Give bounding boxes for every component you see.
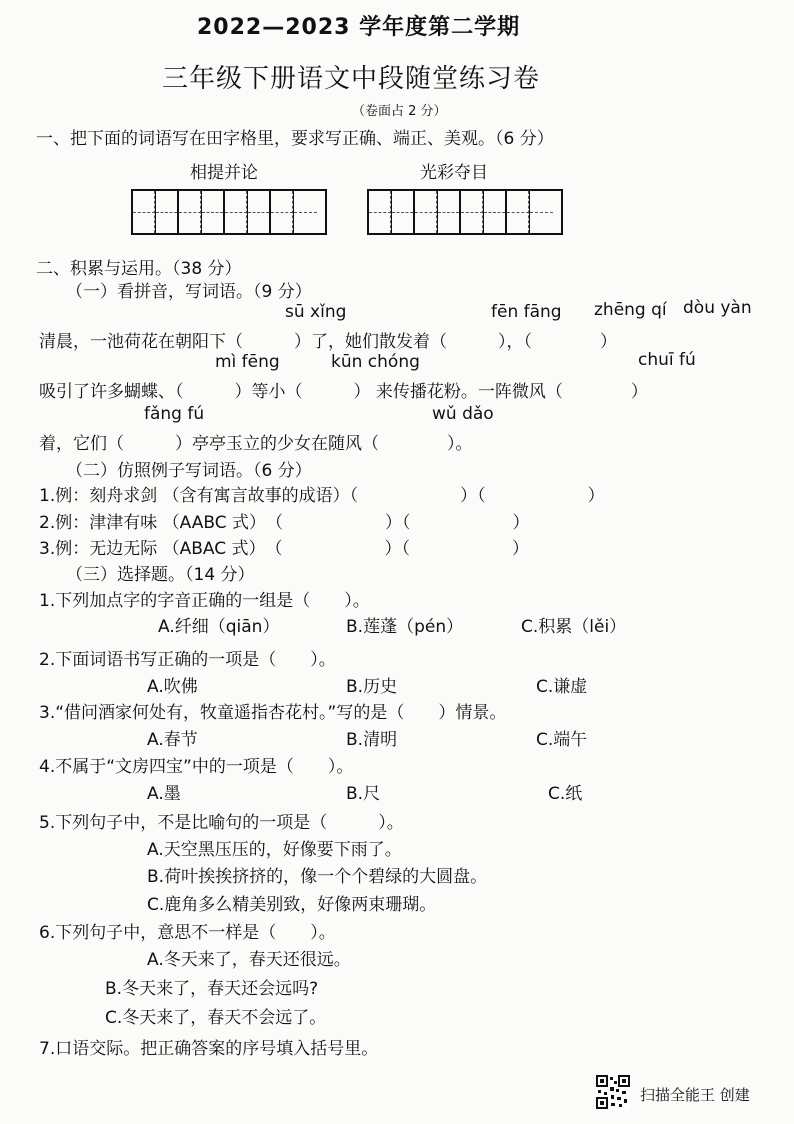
qr-code-icon bbox=[596, 1075, 630, 1109]
word-1: 相提并论 bbox=[190, 163, 258, 183]
exam-subtitle: 三年级下册语文中段随堂练习卷 bbox=[162, 64, 541, 94]
choice-5-c: C.鹿角多么精美别致，好像两束珊瑚。 bbox=[147, 895, 437, 915]
pinyin-fen-fang: fēn fāng bbox=[491, 302, 562, 322]
tianzige-grid-2[interactable] bbox=[367, 189, 563, 235]
tianzige-grid-1[interactable] bbox=[131, 189, 327, 235]
grid-cell bbox=[369, 191, 392, 233]
pinyin-kun-chong: kūn chóng bbox=[331, 352, 420, 372]
choice-4-b: B.尺 bbox=[346, 784, 381, 804]
pinyin-su-xing: sū xǐng bbox=[285, 302, 347, 322]
pinyin-zheng-qi: zhēng qí bbox=[594, 300, 667, 320]
grid-cell bbox=[156, 191, 179, 233]
grid-cell bbox=[271, 191, 294, 233]
grid-cell bbox=[225, 191, 248, 233]
choice-question-6: 6.下列句子中，意思不一样是（ ）。 bbox=[39, 923, 336, 943]
grid-cell bbox=[202, 191, 225, 233]
choice-question-1: 1.下列加点字的字音正确的一组是（ ）。 bbox=[39, 591, 370, 611]
choice-3-b: B.清明 bbox=[346, 730, 398, 750]
grid-cell bbox=[133, 191, 156, 233]
scanner-watermark: 扫描全能王 创建 bbox=[640, 1086, 750, 1104]
part-2-heading: （二）仿照例子写词语。（6 分） bbox=[66, 461, 312, 481]
example-question-2: 2.例：津津有味 （AABC 式） （ ）（ ） bbox=[39, 513, 530, 533]
grid-cell bbox=[294, 191, 317, 233]
grid-cell bbox=[392, 191, 415, 233]
word-2: 光彩夺目 bbox=[420, 163, 488, 183]
example-question-3: 3.例：无边无际 （ABAC 式） （ ）（ ） bbox=[39, 539, 530, 559]
grid-cell bbox=[438, 191, 461, 233]
choice-1-a: A.纤细（qiān） bbox=[158, 617, 280, 637]
grid-cell bbox=[461, 191, 484, 233]
choice-1-b: B.莲蓬（pén） bbox=[346, 617, 464, 637]
choice-2-b: B.历史 bbox=[346, 677, 398, 697]
grid-cell bbox=[179, 191, 202, 233]
choice-4-a: A.墨 bbox=[147, 784, 181, 804]
choice-3-a: A.春节 bbox=[147, 730, 198, 750]
grid-cell bbox=[530, 191, 553, 233]
pinyin-wu-dao: wǔ dǎo bbox=[432, 404, 494, 424]
choice-2-c: C.谦虚 bbox=[536, 677, 588, 697]
choice-question-5: 5.下列句子中，不是比喻句的一项是（ ）。 bbox=[39, 813, 404, 833]
choice-question-7: 7.口语交际。把正确答案的序号填入括号里。 bbox=[39, 1039, 379, 1059]
choice-question-3: 3.“借问酒家何处有，牧童遥指杏花村。”写的是（ ）情景。 bbox=[39, 703, 507, 723]
pinyin-fang-fu: fǎng fú bbox=[144, 404, 205, 424]
exam-title: 2022—2023 学年度第二学期 bbox=[197, 15, 521, 40]
choice-question-4: 4.不属于“文房四宝”中的一项是（ ）。 bbox=[39, 757, 354, 777]
choice-2-a: A.吹佛 bbox=[147, 677, 198, 697]
fill-line-2: 吸引了许多蝴蝶、（ ）等小（ ） 来传播花粉。一阵微风（ ） bbox=[39, 382, 648, 402]
choice-1-c: C.积累（lěi） bbox=[521, 617, 627, 637]
section-2-heading: 二、积累与运用。（38 分） bbox=[36, 259, 242, 279]
section-1-heading: 一、把下面的词语写在田字格里，要求写正确、端正、美观。（6 分） bbox=[36, 129, 554, 149]
pinyin-mi-feng: mì fēng bbox=[215, 352, 280, 372]
choice-5-a: A.天空黑压压的，好像要下雨了。 bbox=[147, 840, 402, 860]
score-note: （卷面占 2 分） bbox=[352, 104, 447, 119]
part-3-heading: （三）选择题。（14 分） bbox=[66, 565, 255, 585]
choice-3-c: C.端午 bbox=[536, 730, 588, 750]
choice-6-a: A.冬天来了，春天还很远。 bbox=[147, 950, 351, 970]
fill-line-1: 清晨，一池荷花在朝阳下（ ）了，她们散发着（ ），（ ） bbox=[39, 332, 617, 352]
pinyin-chui-fu: chuī fú bbox=[638, 350, 696, 370]
grid-cell bbox=[415, 191, 438, 233]
pinyin-dou-yan: dòu yàn bbox=[683, 298, 752, 318]
fill-line-3: 着，它们（ ）亭亭玉立的少女在随风（ ）。 bbox=[39, 434, 473, 454]
grid-cell bbox=[248, 191, 271, 233]
choice-6-c: C.冬天来了，春天不会远了。 bbox=[105, 1008, 327, 1028]
choice-6-b: B.冬天来了，春天还会远吗? bbox=[105, 979, 319, 999]
part-1-heading: （一）看拼音，写词语。（9 分） bbox=[66, 282, 312, 302]
choice-4-c: C.纸 bbox=[548, 784, 583, 804]
grid-cell bbox=[484, 191, 507, 233]
example-question-1: 1.例：刻舟求剑 （含有寓言故事的成语）（ ）（ ） bbox=[39, 486, 605, 506]
grid-cell bbox=[507, 191, 530, 233]
choice-5-b: B.荷叶挨挨挤挤的，像一个个碧绿的大圆盘。 bbox=[147, 867, 488, 887]
choice-question-2: 2.下面词语书写正确的一项是（ ）。 bbox=[39, 650, 336, 670]
